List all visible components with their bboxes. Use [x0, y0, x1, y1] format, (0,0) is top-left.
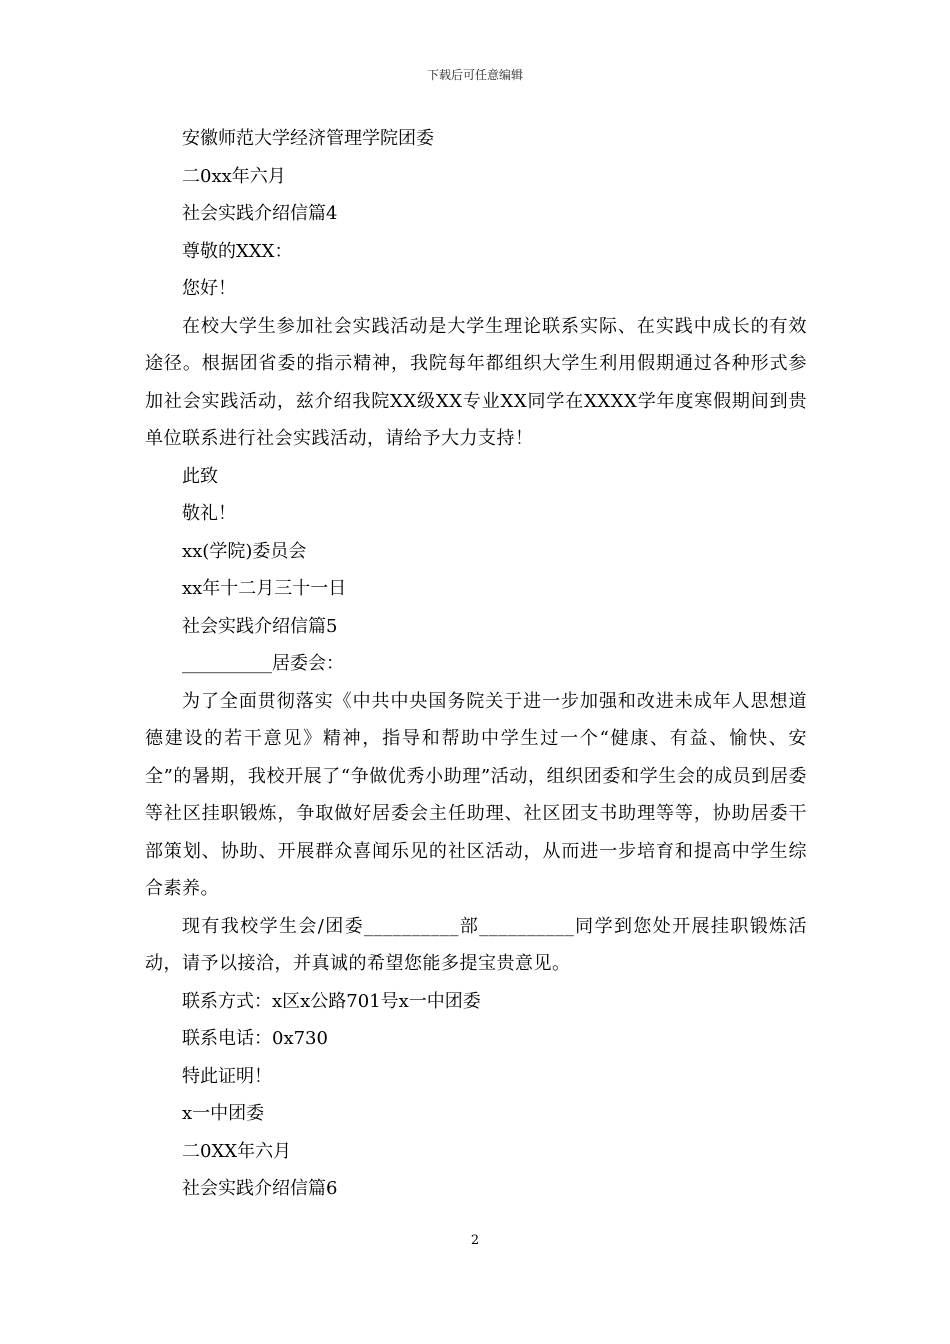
signature-organization: xx(学院)委员会: [182, 540, 307, 562]
document-body: [145, 120, 807, 1208]
sender-organization: 安徽师范大学经济管理学院团委: [182, 128, 434, 149]
body-paragraph-3: 现有我校学生会/团委__________部__________同学到您处开展挂职锻炼活动，请予以接洽，并真诚的希望您能多提宝贵意见。: [145, 915, 807, 974]
recipient-line: __________居委会：: [182, 653, 344, 674]
certification-line: 特此证明！: [182, 1065, 272, 1087]
signature-date: xx年十二月三十一日: [182, 578, 347, 599]
signature-date-2: 二0XX年六月: [182, 1140, 292, 1162]
contact-phone: 联系电话：0x730: [182, 1028, 328, 1049]
salutation: 尊敬的XXX：: [182, 240, 293, 262]
greeting: 您好！: [182, 278, 236, 299]
section-heading-4: 社会实践介绍信篇4: [182, 203, 338, 224]
page-number: 2: [470, 1233, 480, 1248]
contact-address: 联系方式：x区x公路701号x一中团委: [182, 990, 481, 1012]
page-header-note: 下载后可任意编辑: [426, 68, 523, 82]
section-heading-5: 社会实践介绍信篇5: [182, 615, 338, 637]
body-paragraph-2: 为了全面贯彻落实《中共中央国务院关于进一步加强和改进未成年人思想道德建设的若干意见》精神，指导和帮助中学生过一个“健康、有益、愉快、安全”的暑期，我校开展了“争做优秀小助理”活动，组织团委和学生会的成员到居委等社区挂职锻炼，争取做好居委会主任助理、社区团支书助理等等，协助居委干部策划、协助、开展群众喜闻乐见的社区活动，从而进一步培育和提高中学生综合素养。: [145, 690, 807, 899]
closing-2: 敬礼！: [182, 503, 236, 524]
closing-1: 此致: [182, 465, 218, 487]
signature-committee: x一中团委: [182, 1103, 265, 1124]
sender-date: 二0xx年六月: [182, 165, 286, 187]
body-paragraph-1: 在校大学生参加社会实践活动是大学生理论联系实际、在实践中成长的有效途径。根据团省委的指示精神，我院每年都组织大学生利用假期通过各种形式参加社会实践活动，兹介绍我院XX级XX专业XX同学在XXXX学年度寒假期间到贵单位联系进行社会实践活动，请给予大力支持！: [145, 315, 807, 449]
section-heading-6: 社会实践介绍信篇6: [182, 1178, 338, 1199]
